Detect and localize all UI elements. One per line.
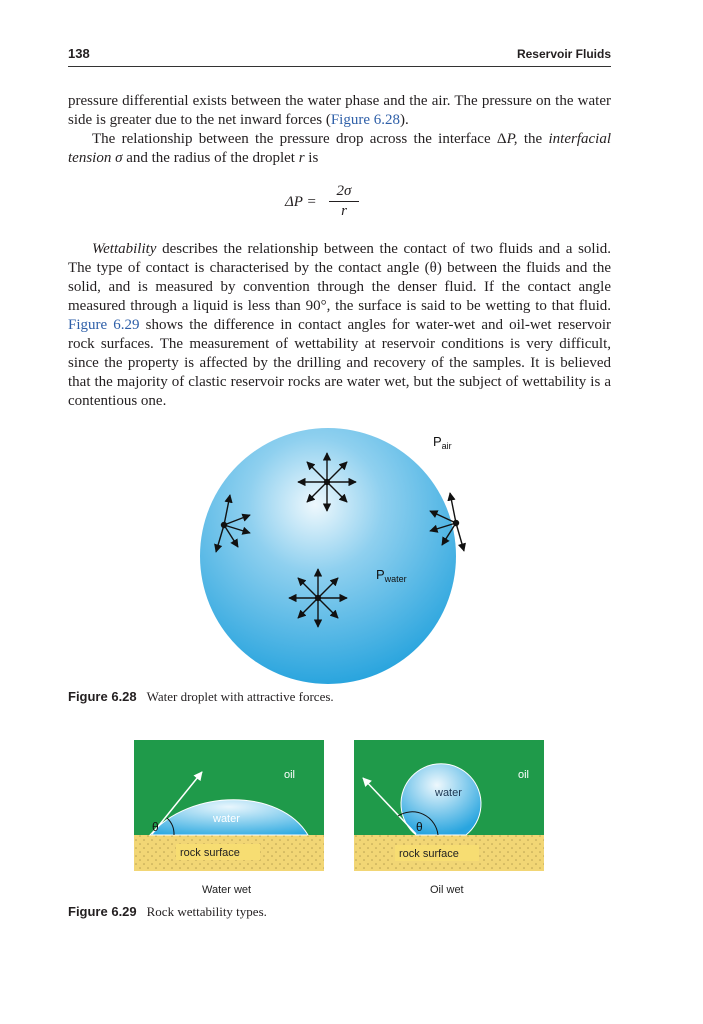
page-header bbox=[68, 44, 611, 67]
equation-numerator: 2σ bbox=[336, 183, 352, 199]
equation-fraction bbox=[329, 182, 359, 219]
figure-6-29-label: Figure 6.29 bbox=[68, 904, 137, 919]
term-interfacial-tension: interfacial tension σ bbox=[68, 131, 611, 166]
figure-6-29-wettability bbox=[130, 738, 550, 898]
figure-6-28-caption-text: Water droplet with attractive forces. bbox=[146, 689, 334, 704]
figure-6-28-caption bbox=[68, 689, 334, 705]
rock-label-right: rock surface bbox=[399, 848, 459, 860]
figure-6-28-droplet bbox=[200, 425, 500, 687]
figure-6-29-link[interactable]: Figure 6.29 bbox=[68, 317, 140, 333]
water-label-left: water bbox=[213, 813, 240, 825]
label-p-air: $P_{air}$ bbox=[433, 434, 452, 451]
paragraph-2: The relationship between the pressure drop across the interface ΔP, the interfacial tension σ and the radius of the droplet r is bbox=[68, 131, 611, 166]
figure-6-29-caption bbox=[68, 904, 267, 920]
page-number: 138 bbox=[68, 46, 90, 61]
equation-pressure-drop bbox=[285, 182, 405, 222]
paragraph-3: Wettability describes the relationship between the contact of two fluids and a solid. The type of contact is characterised by the contact angle (θ) between the fluids and the solid, and is measured by convention through the denser fluid. If the contact angle measured through a liquid is less than 90°, the surface is said to be wetting to that fluid. Figure 6.29 shows the difference in contact angles for water-wet and oil-wet reservoir rock surfaces. The measurement of wettability at reservoir conditions is very difficult, since the property is affected by the drilling and recovery of the samples. It is believed that the majority of clastic reservoir rocks are water wet, but the subject of wettability is a contentious one. bbox=[68, 241, 611, 409]
label-p-water: $P_{water}$ bbox=[376, 567, 407, 584]
term-wettability: Wettability bbox=[92, 241, 157, 257]
equation-denominator: r bbox=[341, 203, 347, 219]
figure-6-28-label: Figure 6.28 bbox=[68, 689, 137, 704]
figure-6-29-caption-text: Rock wettability types. bbox=[146, 904, 267, 919]
paragraph-1: pressure differential exists between the water phase and the air. The pressure on the water side is greater due to the net inward forces (Figure 6.28). bbox=[68, 93, 611, 128]
panel-water-wet bbox=[134, 740, 324, 896]
fraction-bar bbox=[329, 201, 359, 202]
rock-label-left: rock surface bbox=[180, 847, 240, 859]
water-droplet bbox=[200, 428, 456, 684]
caption-water-wet: Water wet bbox=[202, 884, 252, 896]
theta-left: θ bbox=[152, 820, 159, 834]
figure-6-28-link[interactable]: Figure 6.28 bbox=[330, 112, 400, 128]
equation-lhs: ΔP = bbox=[285, 194, 317, 210]
oil-label-left: oil bbox=[284, 769, 296, 781]
water-label-right: water bbox=[435, 787, 462, 799]
theta-right: θ bbox=[416, 820, 423, 834]
running-title: Reservoir Fluids bbox=[516, 47, 611, 61]
oil-label-right: oil bbox=[518, 769, 530, 781]
panel-oil-wet bbox=[354, 740, 544, 896]
caption-oil-wet: Oil wet bbox=[430, 884, 464, 896]
